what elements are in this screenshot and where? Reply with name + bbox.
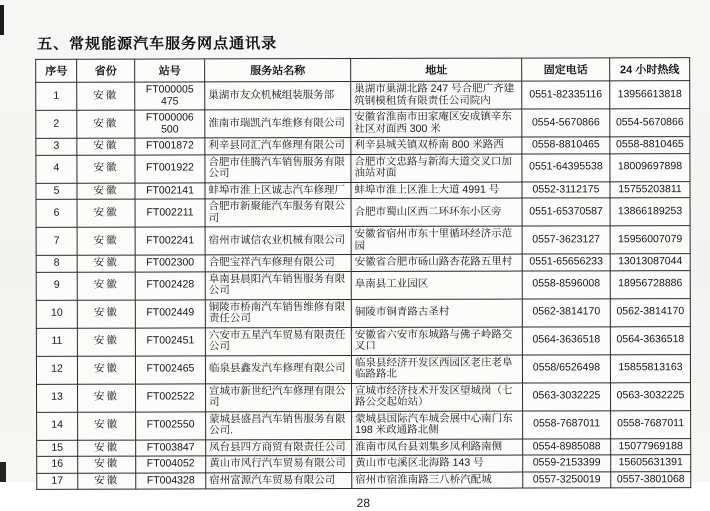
table-row: [37, 382, 691, 412]
table-cell: 利辛县同汇汽车修理有限公司: [205, 138, 351, 155]
table-cell: 宿州富源汽车贸易有限公司: [206, 472, 352, 489]
table-cell: FT002141: [135, 182, 205, 199]
header-cell: 序号: [36, 59, 77, 82]
table-cell: 合肥市佳腾汽车销售服务有限公司: [205, 154, 351, 182]
table-cell: 安徽: [77, 300, 135, 328]
table-cell: 合肥市蜀山区西二环环东小区旁: [351, 198, 522, 226]
table-cell: 0554-5670866: [610, 109, 690, 137]
table-cell: 18009697898: [610, 153, 690, 181]
table-cell: 安徽: [77, 272, 135, 300]
header-cell: 服务站名称: [205, 59, 351, 82]
table-cell: FT002449: [135, 299, 205, 327]
table-cell: 1: [36, 82, 77, 110]
table-cell: 15077969188: [611, 438, 691, 455]
table-row: [36, 181, 690, 199]
table-row: [36, 298, 690, 328]
table-cell: FT001922: [135, 154, 205, 182]
table-cell: 8: [36, 255, 77, 272]
table-cell: FT001872: [135, 138, 205, 155]
table-row: [37, 410, 691, 440]
header-cell: 省份: [77, 59, 135, 82]
table-cell: 0564-3636518: [610, 326, 690, 354]
table-row: [36, 354, 690, 384]
table-cell: 0562-3814170: [610, 298, 690, 326]
table-cell: 0559-2153399: [523, 455, 611, 472]
table-row: [36, 137, 690, 155]
table-cell: FT002550: [136, 411, 206, 439]
table-cell: 宿州市诚信农业机械有限公司: [205, 227, 351, 255]
service-directory-table: [35, 57, 691, 490]
table-row: [36, 226, 690, 256]
table-cell: 16: [37, 456, 78, 473]
table-cell: 临泉县鑫发汽车修理有限公司: [205, 355, 351, 383]
table-cell: 安徽: [78, 412, 136, 440]
table-row: [36, 326, 690, 356]
header-cell: 固定电话: [522, 58, 610, 81]
table-cell: 安徽: [77, 110, 135, 138]
table-cell: 13: [37, 384, 78, 412]
table-cell: 巢湖市友众机械组装服务部: [205, 82, 351, 110]
table-cell: 3: [36, 138, 77, 155]
table-cell: FT000006 500: [135, 110, 205, 138]
table-cell: 安徽: [77, 138, 135, 155]
table-cell: 0557-3623127: [522, 226, 610, 254]
table-cell: 10: [36, 300, 77, 328]
table-row: [36, 153, 690, 183]
table-cell: 合肥市文忠路与新海大道交叉口加油站对面: [351, 154, 522, 182]
table-cell: 9: [36, 272, 77, 300]
table-cell: 黄山市屯溪区北海路 143 号: [352, 455, 523, 472]
header-cell: 站号: [135, 59, 205, 82]
table-cell: 利辛县城关镇双桥南 800 米路西: [351, 137, 522, 154]
table-cell: 安徽省合肥市砀山路杏花路五里村: [351, 254, 522, 271]
table-cell: 0551-64395538: [522, 153, 610, 181]
table-cell: 安徽: [78, 440, 136, 457]
table-cell: 宣城市经济技术开发区望城岗（七路公交起始站）: [352, 383, 523, 411]
table-cell: FT003847: [136, 439, 206, 456]
table-cell: 安徽: [77, 328, 135, 356]
table-cell: 0557-3801068: [611, 471, 691, 488]
table-cell: FT004328: [136, 472, 206, 489]
table-cell: 0558/6526498: [522, 354, 610, 382]
table-row: [37, 471, 691, 489]
table-cell: 0558-7687011: [611, 410, 691, 438]
table-cell: 0563-3032225: [611, 382, 691, 410]
table-row: [37, 438, 691, 456]
table-cell: FT002241: [135, 227, 205, 255]
table-row: [36, 254, 690, 272]
table-cell: 14: [37, 412, 78, 440]
table-cell: 11: [36, 328, 77, 356]
table-cell: 安徽: [77, 199, 135, 227]
table-cell: 蚌埠市淮上区诚志汽车修理厂: [205, 182, 351, 199]
table-header-row: [36, 58, 690, 83]
table-cell: FT002428: [135, 271, 205, 299]
table-cell: 13866189253: [610, 198, 690, 226]
table-cell: 六安市五星汽车贸易有限责任公司: [205, 327, 351, 355]
table-cell: 安徽: [77, 255, 135, 272]
table-cell: 0558-8596008: [522, 270, 610, 298]
table-cell: 安徽: [77, 155, 135, 183]
table-cell: 0554-8985088: [523, 438, 611, 455]
table-cell: 0563-3032225: [523, 382, 611, 410]
table-cell: 15605631391: [611, 455, 691, 472]
table-cell: 安徽: [78, 456, 136, 473]
table-cell: 0564-3636518: [522, 326, 610, 354]
table-cell: FT002300: [135, 255, 205, 272]
table-cell: 凤台县四方商贸有限责任公司: [206, 439, 352, 456]
table-row: [36, 109, 690, 139]
table-cell: 0552-3112175: [522, 181, 610, 198]
table-cell: FT004052: [136, 456, 206, 473]
page-title: 五、常规能源汽车服务网点通讯录: [37, 35, 278, 53]
table-cell: 蒙城县盛昌汽车销售服务有限公司.: [206, 411, 352, 439]
table-cell: 蚌埠市淮上区淮上大道 4991 号: [351, 182, 522, 199]
table-cell: 4: [36, 155, 77, 183]
table-cell: 宿州市宿淮南路三八桥汽配城: [352, 472, 523, 489]
table-cell: 安徽: [77, 183, 135, 200]
table-row: [36, 198, 690, 228]
table-cell: 6: [36, 199, 77, 227]
table-cell: 安徽: [78, 473, 136, 490]
table-cell: 阜南县工业园区: [351, 271, 522, 299]
table-cell: 安徽: [77, 227, 135, 255]
table-cell: 15956007079: [610, 226, 690, 254]
table-cell: FT002465: [135, 355, 205, 383]
table-cell: 宣城市新世纪汽车修理有限公司: [206, 383, 352, 411]
table-cell: 5: [36, 183, 77, 200]
table-cell: 0558-8810465: [522, 137, 610, 154]
table-cell: 15855813163: [610, 354, 690, 382]
table-cell: 0558-7687011: [523, 410, 611, 438]
table-cell: 安徽省六安市东城路与佛子岭路交叉口: [351, 327, 522, 355]
table-cell: 0554-5670866: [522, 109, 610, 137]
table-cell: 蒙城县国际汽车城会展中心南门东 198 米政通路北侧: [352, 411, 523, 439]
table-cell: 18956728886: [610, 270, 690, 298]
table-cell: 巢湖市巢湖北路 247 号合肥广齐建筑钢模租赁有限责任公司院内: [351, 81, 522, 109]
table-cell: FT002522: [136, 383, 206, 411]
table-row: [36, 270, 690, 300]
table-cell: 铜陵市桥南汽车销售维修有限责任公司: [205, 299, 351, 327]
table-cell: 阜南县晨阳汽车销售服务有限公司: [205, 271, 351, 299]
table-cell: 铜陵市铜青路古圣村: [351, 299, 522, 327]
table-cell: 0562-3814170: [522, 298, 610, 326]
header-cell: 24 小时热线: [610, 58, 690, 81]
table-cell: 12: [36, 356, 77, 384]
table-body: [36, 81, 691, 490]
table-cell: FT002451: [135, 327, 205, 355]
table-cell: 安徽: [77, 82, 135, 110]
table-cell: 合肥宝祥汽车修理有限公司: [205, 255, 351, 272]
page-number: 28: [356, 495, 371, 510]
table-cell: 安徽: [77, 356, 135, 384]
table-row: [36, 81, 690, 111]
table-cell: 黄山市风行汽车贸易有限公司: [206, 456, 352, 473]
table-cell: 0558-8810465: [610, 137, 690, 154]
table-cell: 安徽: [78, 384, 136, 412]
table-cell: 安徽省宿州市东十里循环经济示范园: [351, 226, 522, 254]
table-cell: 17: [37, 473, 78, 490]
table-row: [37, 455, 691, 473]
table-cell: 0551-65370587: [522, 198, 610, 226]
table-cell: 淮南市瑞凯汽车维修有限公司: [205, 110, 351, 138]
table-cell: 2: [36, 110, 77, 138]
table-cell: 13956613818: [610, 81, 690, 109]
table-cell: 安徽省淮南市田家庵区安成镇辛东社区对面西 300 米: [351, 109, 522, 137]
table-cell: 临泉县经济开发区西园区老庄老阜临路路北: [351, 355, 522, 383]
table-cell: FT000005 475: [135, 82, 205, 110]
table-cell: 0557-3250019: [523, 471, 611, 488]
header-cell: 地址: [351, 58, 522, 81]
table-cell: FT002211: [135, 199, 205, 227]
table-cell: 15: [37, 440, 78, 457]
table-cell: 合肥市新聚能汽车服务有限公司: [205, 199, 351, 227]
table-cell: 0551-65656233: [522, 254, 610, 271]
table-cell: 13013087044: [610, 254, 690, 271]
table-cell: 0551-82335116: [522, 81, 610, 109]
table-cell: 15755203811: [610, 181, 690, 198]
table-cell: 7: [36, 227, 77, 255]
table-cell: 淮南市凤台县刘集乡凤利路南侧: [352, 439, 523, 456]
